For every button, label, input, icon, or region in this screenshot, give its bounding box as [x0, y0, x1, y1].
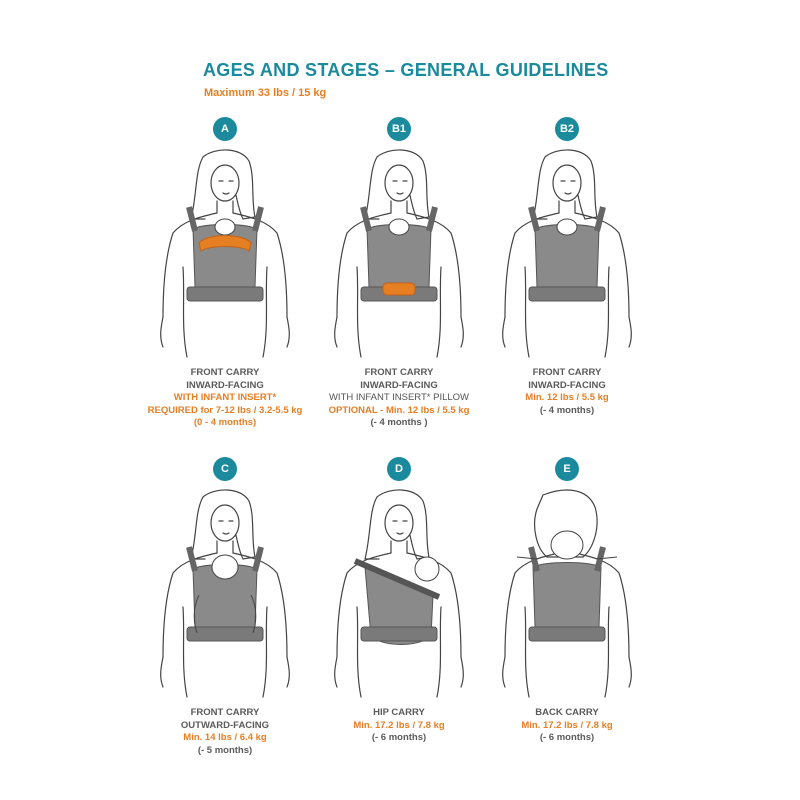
caption-line: (- 4 months) [539, 404, 595, 416]
page-title: AGES AND STAGES – GENERAL GUIDELINES [203, 60, 609, 80]
position-card-b2 [472, 117, 662, 417]
caption-line: OPTIONAL - Min. 12 lbs / 5.5 kg [328, 404, 470, 416]
position-badge: B2 [555, 117, 579, 141]
position-caption [304, 367, 494, 430]
caption-line: FRONT CARRY [532, 367, 602, 378]
woman-front-carry-outward-icon [133, 487, 317, 701]
position-badge: E [555, 457, 579, 481]
position-caption [130, 367, 320, 430]
position-badge: C [213, 457, 237, 481]
position-badge: B1 [387, 117, 411, 141]
caption-line: HIP CARRY [373, 707, 425, 718]
page-subtitle: Maximum 33 lbs / 15 kg [204, 87, 327, 99]
woman-front-carry-infant-insert-icon [133, 147, 317, 361]
caption-line: (0 - 4 months) [193, 417, 257, 428]
caption-line: REQUIRED for 7-12 lbs / 3.2-5.5 kg [147, 404, 303, 416]
position-caption [130, 707, 320, 757]
caption-line: (- 5 months) [197, 744, 253, 756]
caption-line: FRONT CARRY [190, 367, 260, 378]
caption-line: (- 6 months) [371, 732, 427, 743]
caption-line: INWARD-FACING [360, 379, 438, 391]
caption-line: FRONT CARRY [364, 367, 434, 378]
position-caption [304, 707, 494, 745]
position-card-d [304, 457, 494, 745]
woman-front-carry-pillow-icon [307, 147, 491, 361]
position-caption [472, 707, 662, 745]
caption-line: Min. 12 lbs / 5.5 kg [525, 392, 609, 403]
caption-line: WITH INFANT INSERT* [173, 392, 277, 403]
position-caption [472, 367, 662, 417]
caption-line: INWARD-FACING [528, 379, 606, 391]
caption-line: Min. 14 lbs / 6.4 kg [183, 732, 267, 743]
position-card-a [130, 117, 320, 430]
position-card-c [130, 457, 320, 757]
caption-line: (- 4 months ) [370, 417, 428, 428]
caption-line: INWARD-FACING [186, 379, 264, 391]
caption-line: FRONT CARRY [190, 707, 260, 718]
position-badge: A [213, 117, 237, 141]
position-card-e [472, 457, 662, 745]
caption-line: Min. 17.2 lbs / 7.8 kg [521, 719, 613, 731]
caption-line: BACK CARRY [535, 707, 599, 718]
woman-hip-carry-icon [307, 487, 491, 701]
position-badge: D [387, 457, 411, 481]
caption-line: WITH INFANT INSERT* PILLOW [328, 392, 470, 403]
caption-line: Min. 17.2 lbs / 7.8 kg [353, 719, 445, 731]
woman-front-carry-inward-icon [475, 147, 659, 361]
caption-line: (- 6 months) [539, 732, 595, 743]
woman-back-carry-icon [475, 487, 659, 701]
caption-line: OUTWARD-FACING [180, 719, 270, 731]
position-card-b1 [304, 117, 494, 430]
